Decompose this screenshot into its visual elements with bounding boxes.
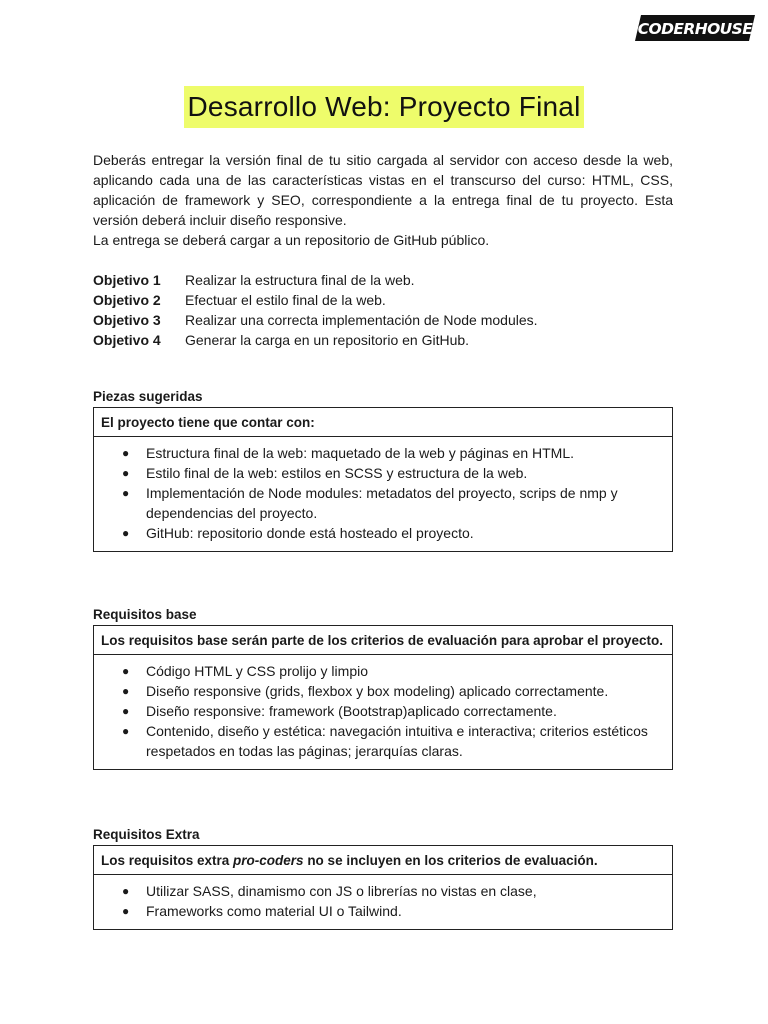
objectives-list	[93, 270, 673, 350]
bullet-icon: ●	[122, 446, 130, 460]
list-item	[122, 681, 664, 701]
objective-label: Objetivo 2	[93, 292, 161, 308]
list-item-text: Utilizar SASS, dinamismo con JS o librerías no vistas en clase,	[146, 883, 537, 899]
logo-text: CODERHOUSE	[637, 20, 753, 38]
objective-text: Realizar la estructura final de la web.	[185, 272, 415, 288]
title-wrapper	[0, 86, 768, 128]
requisitos-extra-section	[93, 826, 673, 930]
objective-text: Efectuar el estilo final de la web.	[185, 292, 386, 308]
piezas-box	[93, 407, 673, 552]
objective-row	[93, 330, 673, 350]
list-item	[122, 443, 664, 463]
list-item	[122, 881, 664, 901]
bullet-icon: ●	[122, 486, 130, 500]
list-item-text: Estructura final de la web: maquetado de la web y páginas en HTML.	[146, 445, 575, 461]
objective-text: Generar la carga en un repositorio en GitHub.	[185, 332, 470, 348]
requisitos-base-section	[93, 606, 673, 770]
section-title: Piezas sugeridas	[93, 389, 203, 404]
list-item	[122, 721, 664, 761]
intro-section	[93, 150, 673, 250]
objective-row	[93, 270, 673, 290]
requisitos-extra-box	[93, 845, 673, 930]
list-item	[122, 523, 664, 543]
box-header: Los requisitos base serán parte de los criterios de evaluación para aprobar el proyecto.	[94, 626, 672, 655]
list-item-text: Contenido, diseño y estética: navegación intuitiva e interactiva; criterios estéticos respetados en todas las páginas; jerarquías claras.	[146, 723, 648, 759]
bullet-icon: ●	[122, 884, 130, 898]
list-item-text: Frameworks como material UI o Tailwind.	[146, 903, 402, 919]
bullet-icon: ●	[122, 904, 130, 918]
objective-row	[93, 290, 673, 310]
bullet-icon: ●	[122, 684, 130, 698]
objective-label: Objetivo 4	[93, 332, 161, 348]
section-title: Requisitos Extra	[93, 827, 200, 842]
objective-label: Objetivo 1	[93, 272, 161, 288]
list-item-text: Código HTML y CSS prolijo y limpio	[146, 663, 368, 679]
bullet-list	[94, 875, 672, 929]
list-item	[122, 901, 664, 921]
intro-paragraph-2: La entrega se deberá cargar a un repositorio de GitHub público.	[93, 232, 490, 248]
list-item-text: Diseño responsive: framework (Bootstrap)aplicado correctamente.	[146, 703, 557, 719]
list-item-text: Implementación de Node modules: metadatos del proyecto, scrips de nmp y dependencias del proyecto.	[146, 485, 618, 521]
list-item-text: Estilo final de la web: estilos en SCSS y estructura de la web.	[146, 465, 528, 481]
bullet-icon: ●	[122, 466, 130, 480]
bullet-icon: ●	[122, 724, 130, 738]
bullet-icon: ●	[122, 664, 130, 678]
bullet-icon: ●	[122, 526, 130, 540]
intro-paragraph-1: Deberás entregar la versión final de tu sitio cargada al servidor con acceso desde la web, aplicando cada una de las características vistas en el transcurso del curso: HTML, CSS, aplicación de framework y SEO, correspondiente a la entrega final de tu proyecto. Esta versión deberá incluir diseño responsive.	[93, 152, 673, 228]
list-item	[122, 661, 664, 681]
list-item	[122, 701, 664, 721]
list-item	[122, 463, 664, 483]
bullet-list	[94, 655, 672, 769]
bullet-list	[94, 437, 672, 551]
box-header-emphasis: pro-coders	[233, 853, 304, 868]
piezas-sugeridas-section	[93, 388, 673, 552]
requisitos-base-box	[93, 625, 673, 770]
section-title: Requisitos base	[93, 607, 197, 622]
list-item-text: GitHub: repositorio donde está hosteado el proyecto.	[146, 525, 474, 541]
box-header: El proyecto tiene que contar con:	[94, 408, 672, 437]
objective-row	[93, 310, 673, 330]
objective-text: Realizar una correcta implementación de Node modules.	[185, 312, 538, 328]
list-item	[122, 483, 664, 523]
box-header	[94, 846, 672, 875]
box-header-text: no se incluyen en los criterios de evaluación.	[303, 853, 598, 868]
page-title: Desarrollo Web: Proyecto Final	[184, 86, 585, 128]
box-header-text: Los requisitos extra	[101, 853, 234, 868]
coderhouse-logo-badge	[635, 14, 755, 42]
objective-label: Objetivo 3	[93, 312, 161, 328]
bullet-icon: ●	[122, 704, 130, 718]
list-item-text: Diseño responsive (grids, flexbox y box modeling) aplicado correctamente.	[146, 683, 609, 699]
coderhouse-logo	[635, 14, 755, 42]
